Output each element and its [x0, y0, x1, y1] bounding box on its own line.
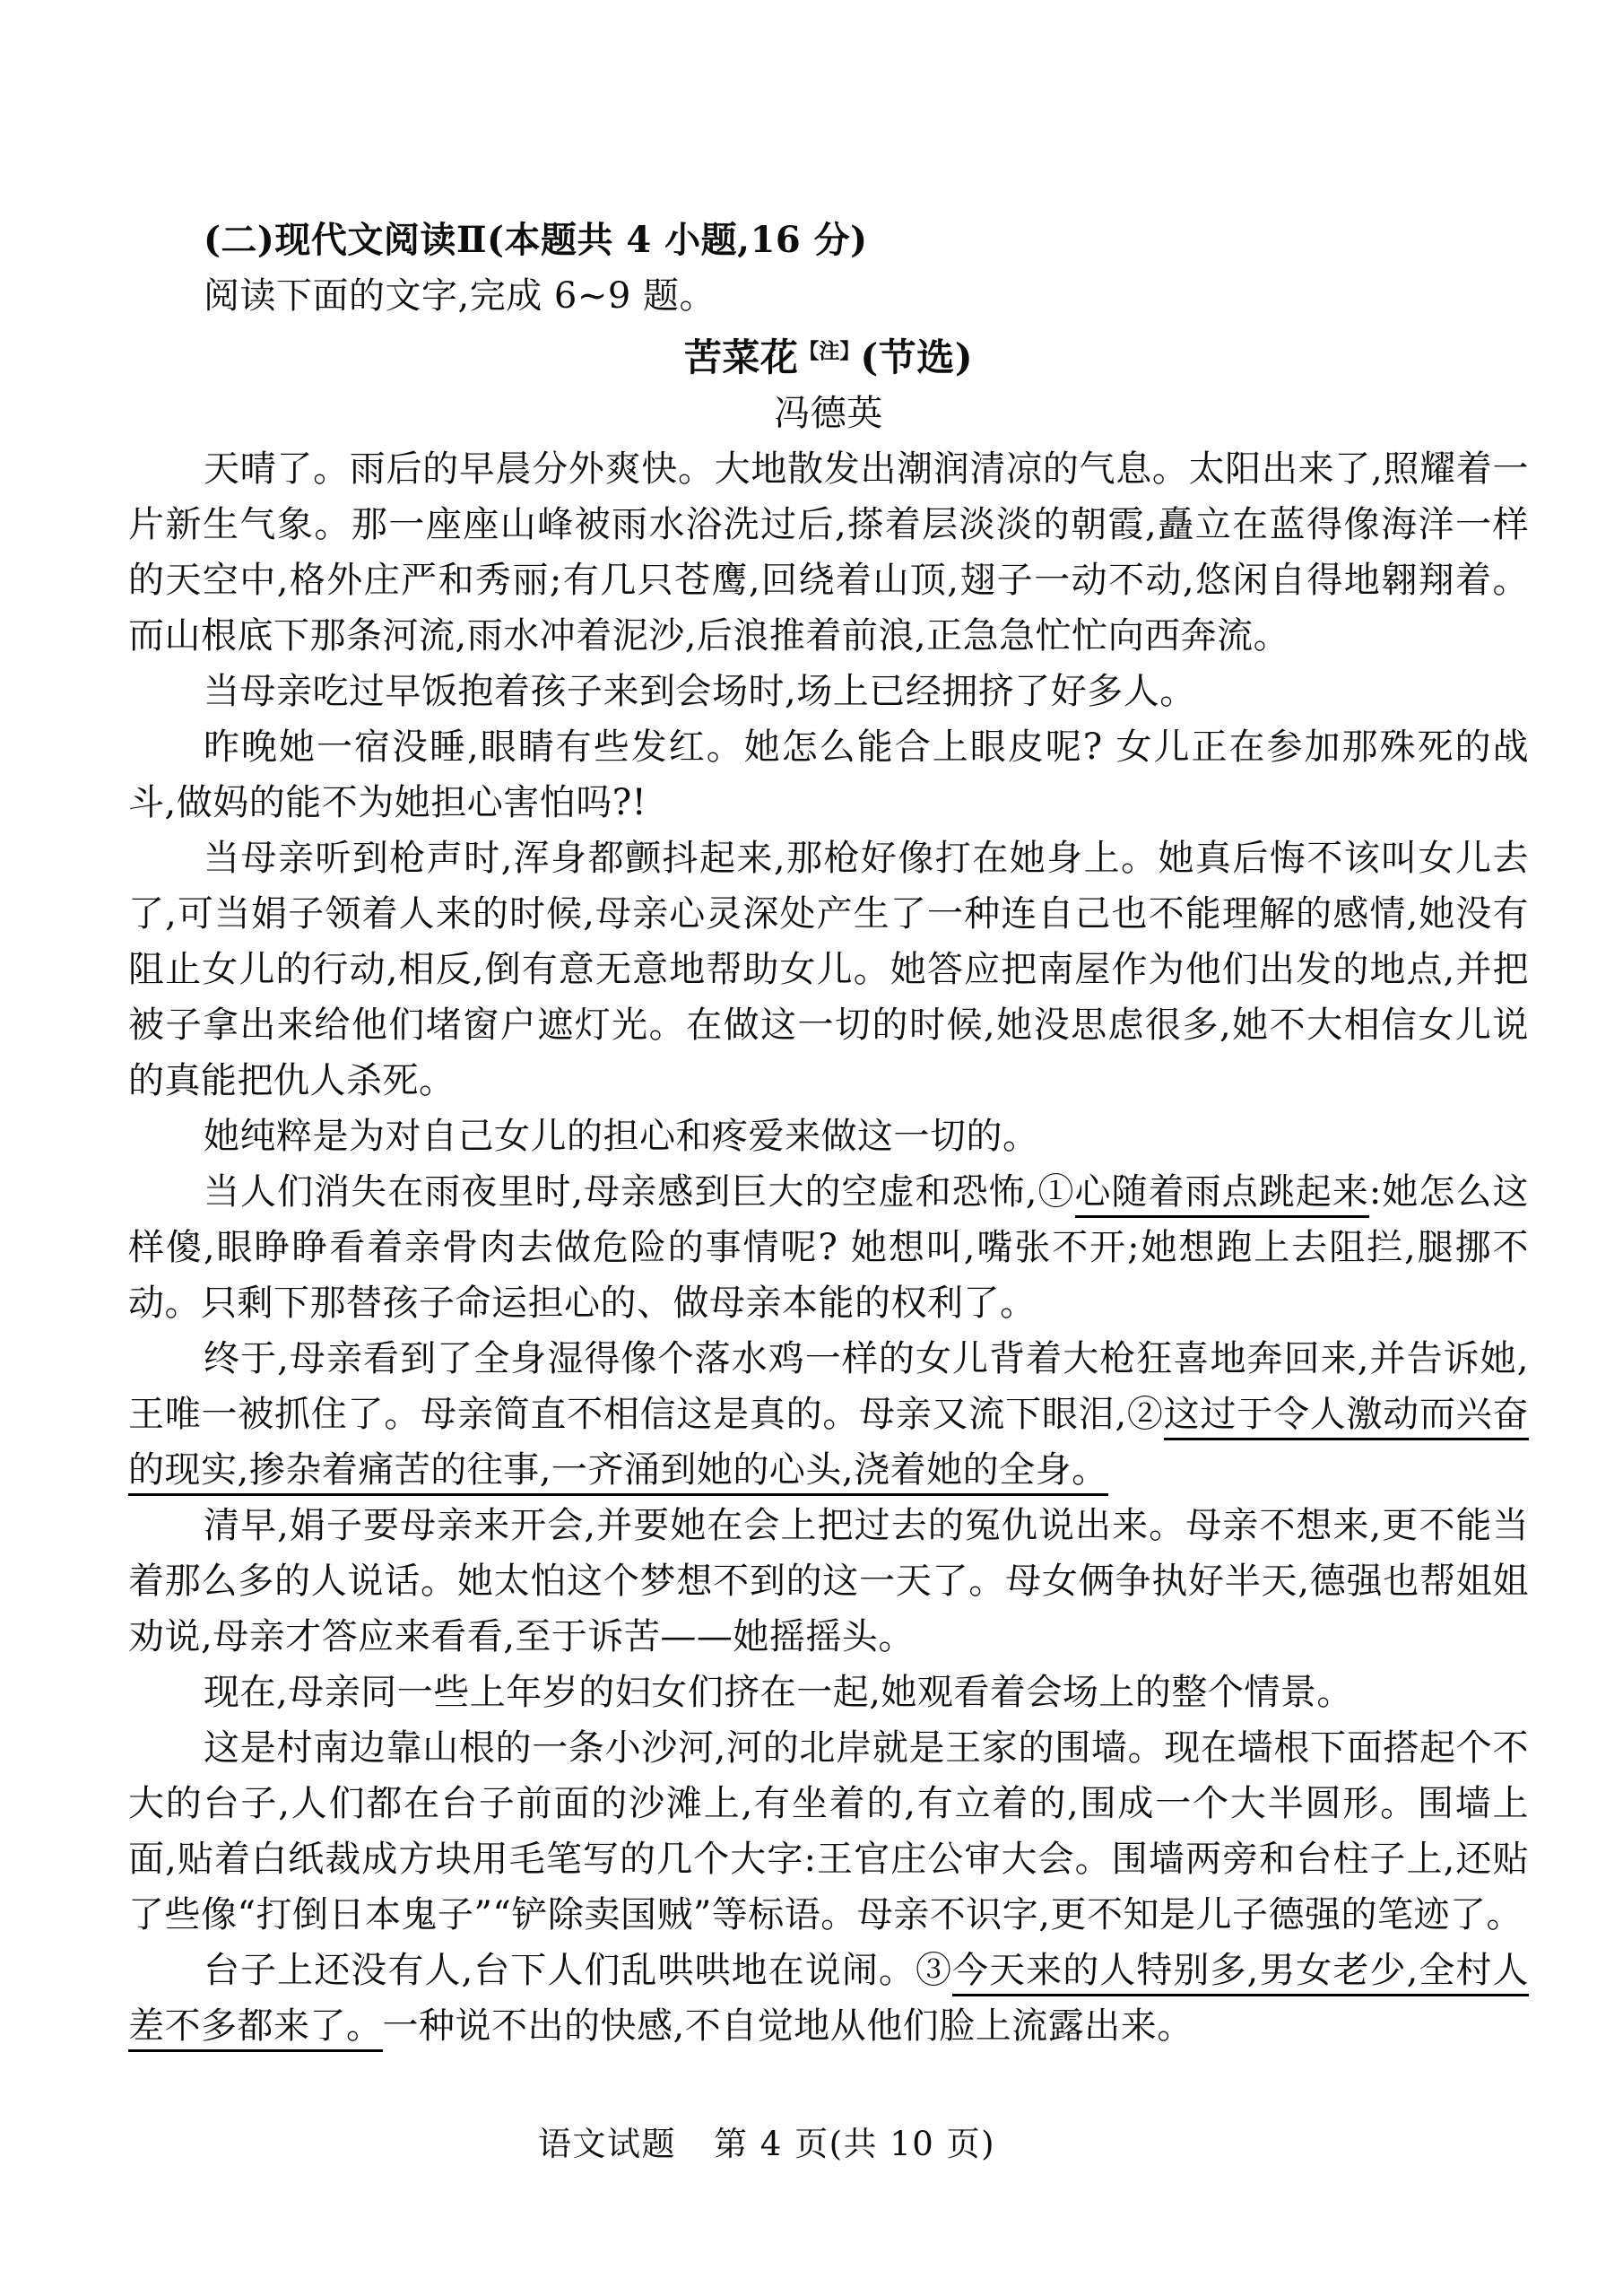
passage-content [128, 213, 1529, 2054]
passage-paragraph [128, 719, 1529, 831]
passage-paragraph [128, 1943, 1529, 2054]
note-marker: 【注】 [798, 339, 861, 363]
passage-paragraph [128, 1164, 1529, 1331]
page-footer [538, 2117, 995, 2165]
passage-text: 当母亲吃过早饭抱着孩子来到会场时,场上已经拥挤了好多人。 [204, 671, 1196, 712]
passage-text: 天晴了。雨后的早晨分外爽快。大地散发出潮润清凉的气息。太阳出来了,照耀着一片新生气象。那一座座山峰被雨水浴洗过后,搽着层淡淡的朝霞,矗立在蓝得像海洋一样的天空中,格外庄严和秀丽;有几只苍鹰,回绕着山顶,翅子一动不动,悠闲自得地翱翔着。而山根底下那条河流,雨水冲着泥沙,后浪推着前浪,正急急忙忙向西奔流。 [128, 448, 1529, 657]
passage-paragraph [128, 1720, 1529, 1943]
passage-text: 现在,母亲同一些上年岁的妇女们挤在一起,她观看着会场上的整个情景。 [204, 1672, 1353, 1713]
work-subtitle: (节选) [860, 335, 974, 379]
reading-instruction: 阅读下面的文字,完成 6~9 题。 [204, 275, 716, 317]
page-number-label: 第 4 页(共 10 页) [714, 2125, 996, 2163]
author-name: 冯德英 [774, 393, 883, 434]
passage-body [128, 441, 1529, 2054]
section-heading: (二)现代文阅读Ⅱ(本题共 4 小题,16 分) [204, 219, 868, 261]
passage-text: 一种说不出的快感,不自觉地从他们脸上流露出来。 [382, 2005, 1193, 2047]
underlined-passage: 这过于令人激动而兴奋的现实,掺杂着痛苦的往事,一齐涌到她的心头,浇着她的全身。 [128, 1394, 1529, 1496]
passage-paragraph [128, 1109, 1529, 1164]
passage-text: 清早,娟子要母亲来开会,并要她在会上把过去的冤仇说出来。母亲不想来,更不能当着那么多的人说话。她太怕这个梦想不到的这一天了。母女俩争执好半天,德强也帮姐姐劝说,母亲才答应来看看,至于诉苦——她摇摇头。 [128, 1505, 1529, 1657]
passage-text: 当母亲听到枪声时,浑身都颤抖起来,那枪好像打在她身上。她真后悔不该叫女儿去了,可当娟子领着人来的时候,母亲心灵深处产生了一种连自己也不能理解的感情,她没有阻止女儿的行动,相反,倒有意无意地帮助女儿。她答应把南屋作为他们出发的地点,并把被子拿出来给他们堵窗户遮灯光。在做这一切的时候,她没思虑很多,她不大相信女儿说的真能把仇人杀死。 [128, 838, 1529, 1101]
underlined-passage: 今天来的人特别多,男女老少,全村人差不多都来了。 [128, 1950, 1529, 2052]
passage-paragraph [128, 1665, 1529, 1720]
passage-paragraph [128, 441, 1529, 664]
exam-label: 语文试题 [538, 2125, 676, 2163]
passage-text: 终于,母亲看到了全身湿得像个落水鸡一样的女儿背着大枪狂喜地奔回来,并告诉她,王唯一被抓住了。母亲简直不相信这是真的。母亲又流下眼泪,② [128, 1338, 1529, 1435]
passage-text: :她怎么这样傻,眼睁睁看着亲骨肉去做危险的事情呢? 她想叫,嘴张不开;她想跑上去阻拦,腿挪不动。只剩下那替孩子命运担心的、做母亲本能的权利了。 [128, 1171, 1529, 1324]
passage-paragraph [128, 1331, 1529, 1498]
passage-paragraph [128, 831, 1529, 1109]
underlined-passage: 心随着雨点跳起来 [1075, 1171, 1369, 1218]
passage-paragraph [128, 664, 1529, 719]
work-title: 苦菜花 [683, 335, 799, 379]
passage-paragraph [128, 1498, 1529, 1665]
passage-text: 当人们消失在雨夜里时,母亲感到巨大的空虚和恐怖,① [204, 1171, 1075, 1213]
passage-text: 昨晚她一宿没睡,眼睛有些发红。她怎么能合上眼皮呢? 女儿正在参加那殊死的战斗,做妈的能不为她担心害怕吗?! [128, 726, 1529, 823]
work-title-line [128, 324, 1529, 386]
passage-text: 她纯粹是为对自己女儿的担心和疼爱来做这一切的。 [204, 1116, 1039, 1157]
passage-text: 台子上还没有人,台下人们乱哄哄地在说闹。③ [204, 1950, 953, 1991]
passage-text: 这是村南边靠山根的一条小沙河,河的北岸就是王家的围墙。现在墙根下面搭起个不大的台子,人们都在台子前面的沙滩上,有坐着的,有立着的,围成一个大半圆形。围墙上面,贴着白纸裁成方块用毛笔写的几个大字:王官庄公审大会。围墙两旁和台柱子上,还贴了些像“打倒日本鬼子”“铲除卖国贼”等标语。母亲不识字,更不知是儿子德强的笔迹了。 [128, 1727, 1529, 1935]
